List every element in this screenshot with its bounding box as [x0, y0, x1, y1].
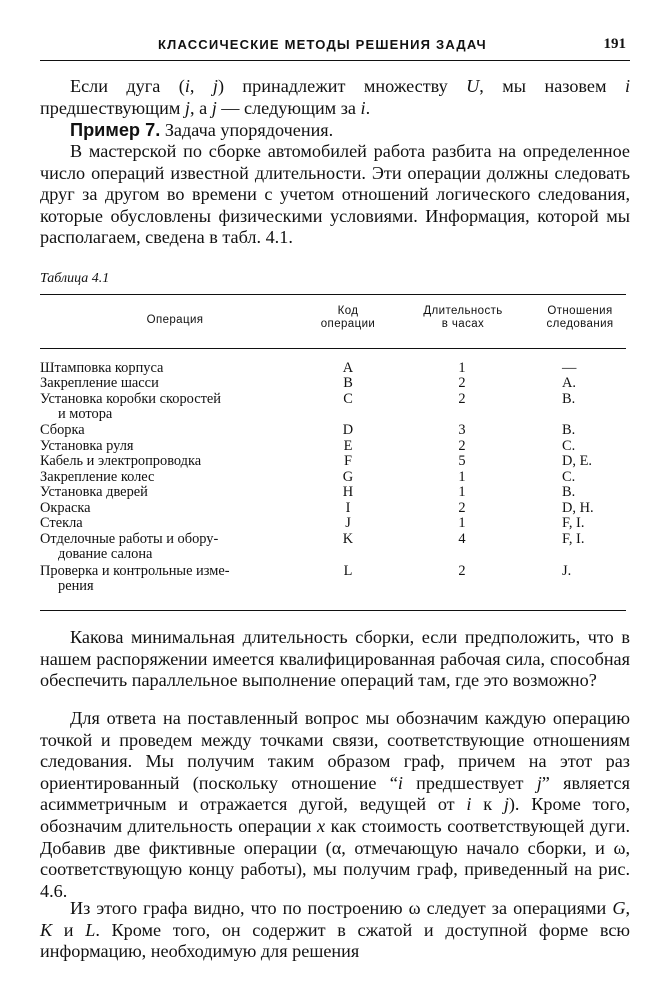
row-name: [40, 564, 276, 595]
row-code: H: [342, 484, 354, 500]
row-duration: 1: [458, 515, 466, 531]
row-name: [40, 392, 276, 423]
row-relation: A.: [562, 375, 576, 391]
row-duration: 2: [458, 375, 466, 391]
row-code: D: [342, 422, 354, 438]
header-duration-l1: Длительность: [423, 305, 503, 317]
intro-text: , а: [189, 97, 212, 118]
row-name: [40, 532, 276, 563]
row-code: E: [343, 438, 353, 454]
row-code: K: [342, 531, 354, 547]
running-header: [40, 36, 630, 61]
paragraph-question-text: Какова минимальная длительность сборки, если предположить, что в нашем распоряжении имеется квалифицированная рабочая сила, способная обеспечить параллельное выполнение операций там, где это возможно?: [40, 627, 630, 691]
row-relation: J.: [562, 563, 572, 579]
row-relation: D, E.: [562, 453, 592, 469]
row-code: L: [343, 563, 353, 579]
row-name: Закрепление шасси: [40, 375, 159, 391]
paragraph-text: Из этого графа видно, что по построению ω следует за операциями: [70, 898, 613, 918]
table-caption: Таблица 4.1: [40, 271, 110, 286]
paragraph-text: ). Кроме того, обозначим длительность операции: [40, 794, 630, 836]
var-G: G: [612, 898, 626, 918]
header-code-l2: операции: [320, 317, 376, 330]
header-code: [308, 305, 388, 330]
paragraph-graph: [40, 708, 630, 902]
page-number: 191: [603, 36, 626, 52]
row-duration: 2: [458, 438, 466, 454]
example-title: Задача упорядочения.: [160, 120, 334, 140]
example-body-text: В мастерской по сборке автомобилей работа разбита на определенное число операций известной длительности. Эти операции должны следовать друг за другом во времени с учетом отношений логического следования, которые обусловлены физическими условиями. Информация, которой мы располагаем, сведена в табл. 4.1.: [40, 141, 630, 248]
header-duration-l2: в часах: [441, 317, 485, 330]
intro-text: — следующим за: [216, 97, 361, 118]
paragraph-text: к: [471, 794, 504, 815]
var-i: i: [360, 97, 366, 118]
var-i: i: [624, 76, 630, 96]
row-name-line1: Проверка и контрольные изме-: [40, 563, 230, 579]
row-name: Стекла: [40, 515, 83, 531]
var-i: i: [397, 772, 403, 793]
row-duration: 1: [458, 484, 466, 500]
row-relation: —: [562, 360, 577, 376]
row-name: Окраска: [40, 500, 91, 516]
var-i: i: [466, 794, 472, 815]
row-name-line2: рения: [58, 578, 94, 595]
row-relation: C.: [562, 438, 576, 454]
example-heading: [40, 120, 630, 142]
row-duration: 4: [458, 531, 466, 547]
intro-paragraph: [40, 76, 630, 119]
running-title: КЛАССИЧЕСКИЕ МЕТОДЫ РЕШЕНИЯ ЗАДАЧ: [158, 37, 487, 52]
var-j: j: [184, 97, 190, 118]
row-code: C: [343, 391, 353, 407]
header-operation-text: Операция: [146, 314, 204, 326]
row-duration: 1: [458, 360, 466, 376]
var-j: j: [212, 76, 218, 96]
paragraph-text: ” является асимметричным и отражается дугой, ведущей от: [40, 772, 630, 815]
row-name: Кабель и электропроводка: [40, 453, 202, 469]
row-name: Установка руля: [40, 438, 134, 454]
row-name: Установка дверей: [40, 484, 148, 500]
row-name: Штамповка корпуса: [40, 360, 164, 376]
row-relation: B.: [562, 391, 576, 407]
row-name: Закрепление колес: [40, 469, 155, 485]
example-body: [40, 141, 630, 249]
header-relation-l1: Отношения: [547, 305, 613, 317]
header-operation: [120, 314, 230, 327]
row-name-line1: Отделочные работы и обору-: [40, 531, 219, 547]
row-duration: 2: [458, 563, 466, 579]
var-K: K: [40, 919, 53, 940]
row-code: A: [342, 360, 354, 376]
intro-text: , мы назовем: [479, 76, 625, 96]
paragraph-text: предшествует: [402, 772, 537, 793]
var-x: x: [317, 815, 326, 836]
header-duration: [408, 305, 518, 330]
var-j: j: [536, 772, 542, 793]
var-i: i: [184, 76, 190, 96]
row-relation: C.: [562, 469, 576, 485]
row-code: G: [342, 469, 354, 485]
row-code: B: [343, 375, 353, 391]
table-top-rule: [40, 294, 626, 295]
table-bottom-rule: [40, 610, 626, 611]
var-j: j: [211, 97, 217, 118]
header-code-l1: Код: [337, 305, 359, 317]
row-code: I: [345, 500, 351, 516]
row-relation: B.: [562, 422, 576, 438]
row-name-line2: дование салона: [58, 546, 153, 563]
row-duration: 3: [458, 422, 466, 438]
row-name: Сборка: [40, 422, 85, 438]
row-code: F: [343, 453, 352, 469]
paragraph-text: Для ответа на поставленный вопрос мы обозначим каждую операцию точкой и проведем между точками связи, соответствующие отношениям следования. Мы получим таким образом граф, причем на этот раз ориентированный (поскольку отношение “: [40, 708, 630, 793]
intro-text: .: [365, 97, 371, 118]
intro-text: ,: [189, 76, 213, 96]
header-relation-l2: следования: [546, 317, 614, 330]
row-code: J: [345, 515, 351, 531]
paragraph-text: . Кроме того, он содержит в сжатой и доступной форме всю информацию, необходимую для решения: [40, 919, 631, 962]
row-duration: 2: [458, 500, 466, 516]
paragraph-text: ,: [625, 898, 630, 918]
row-relation: D, H.: [562, 500, 594, 516]
row-relation: F, I.: [562, 515, 585, 531]
var-j: j: [503, 794, 509, 815]
row-name-line1: Установка коробки скоростей: [40, 391, 221, 407]
intro-text: предшествующим: [40, 97, 185, 118]
row-relation: F, I.: [562, 531, 585, 547]
header-relation: [534, 305, 626, 330]
var-L: L: [85, 919, 96, 940]
row-duration: 5: [458, 453, 466, 469]
row-relation: B.: [562, 484, 576, 500]
row-duration: 1: [458, 469, 466, 485]
paragraph-conclusion: [40, 898, 630, 963]
row-duration: 2: [458, 391, 466, 407]
var-U: U: [466, 76, 480, 96]
intro-text: Если дуга (: [70, 76, 185, 96]
intro-text: ) принадлежит множеству: [217, 76, 467, 96]
paragraph-text: и: [52, 919, 86, 940]
row-name-line2: и мотора: [58, 406, 113, 423]
paragraph-text: как стоимость соответствующей дуги. Добавив две фиктивные операции (α, отмечающую начало сборки, и ω, соответствующую концу работы), мы получим граф, приведенный на рис. 4.6.: [40, 815, 630, 901]
paragraph-question: [40, 627, 630, 692]
table-header-rule: [40, 348, 626, 349]
example-label: Пример 7.: [70, 120, 161, 140]
